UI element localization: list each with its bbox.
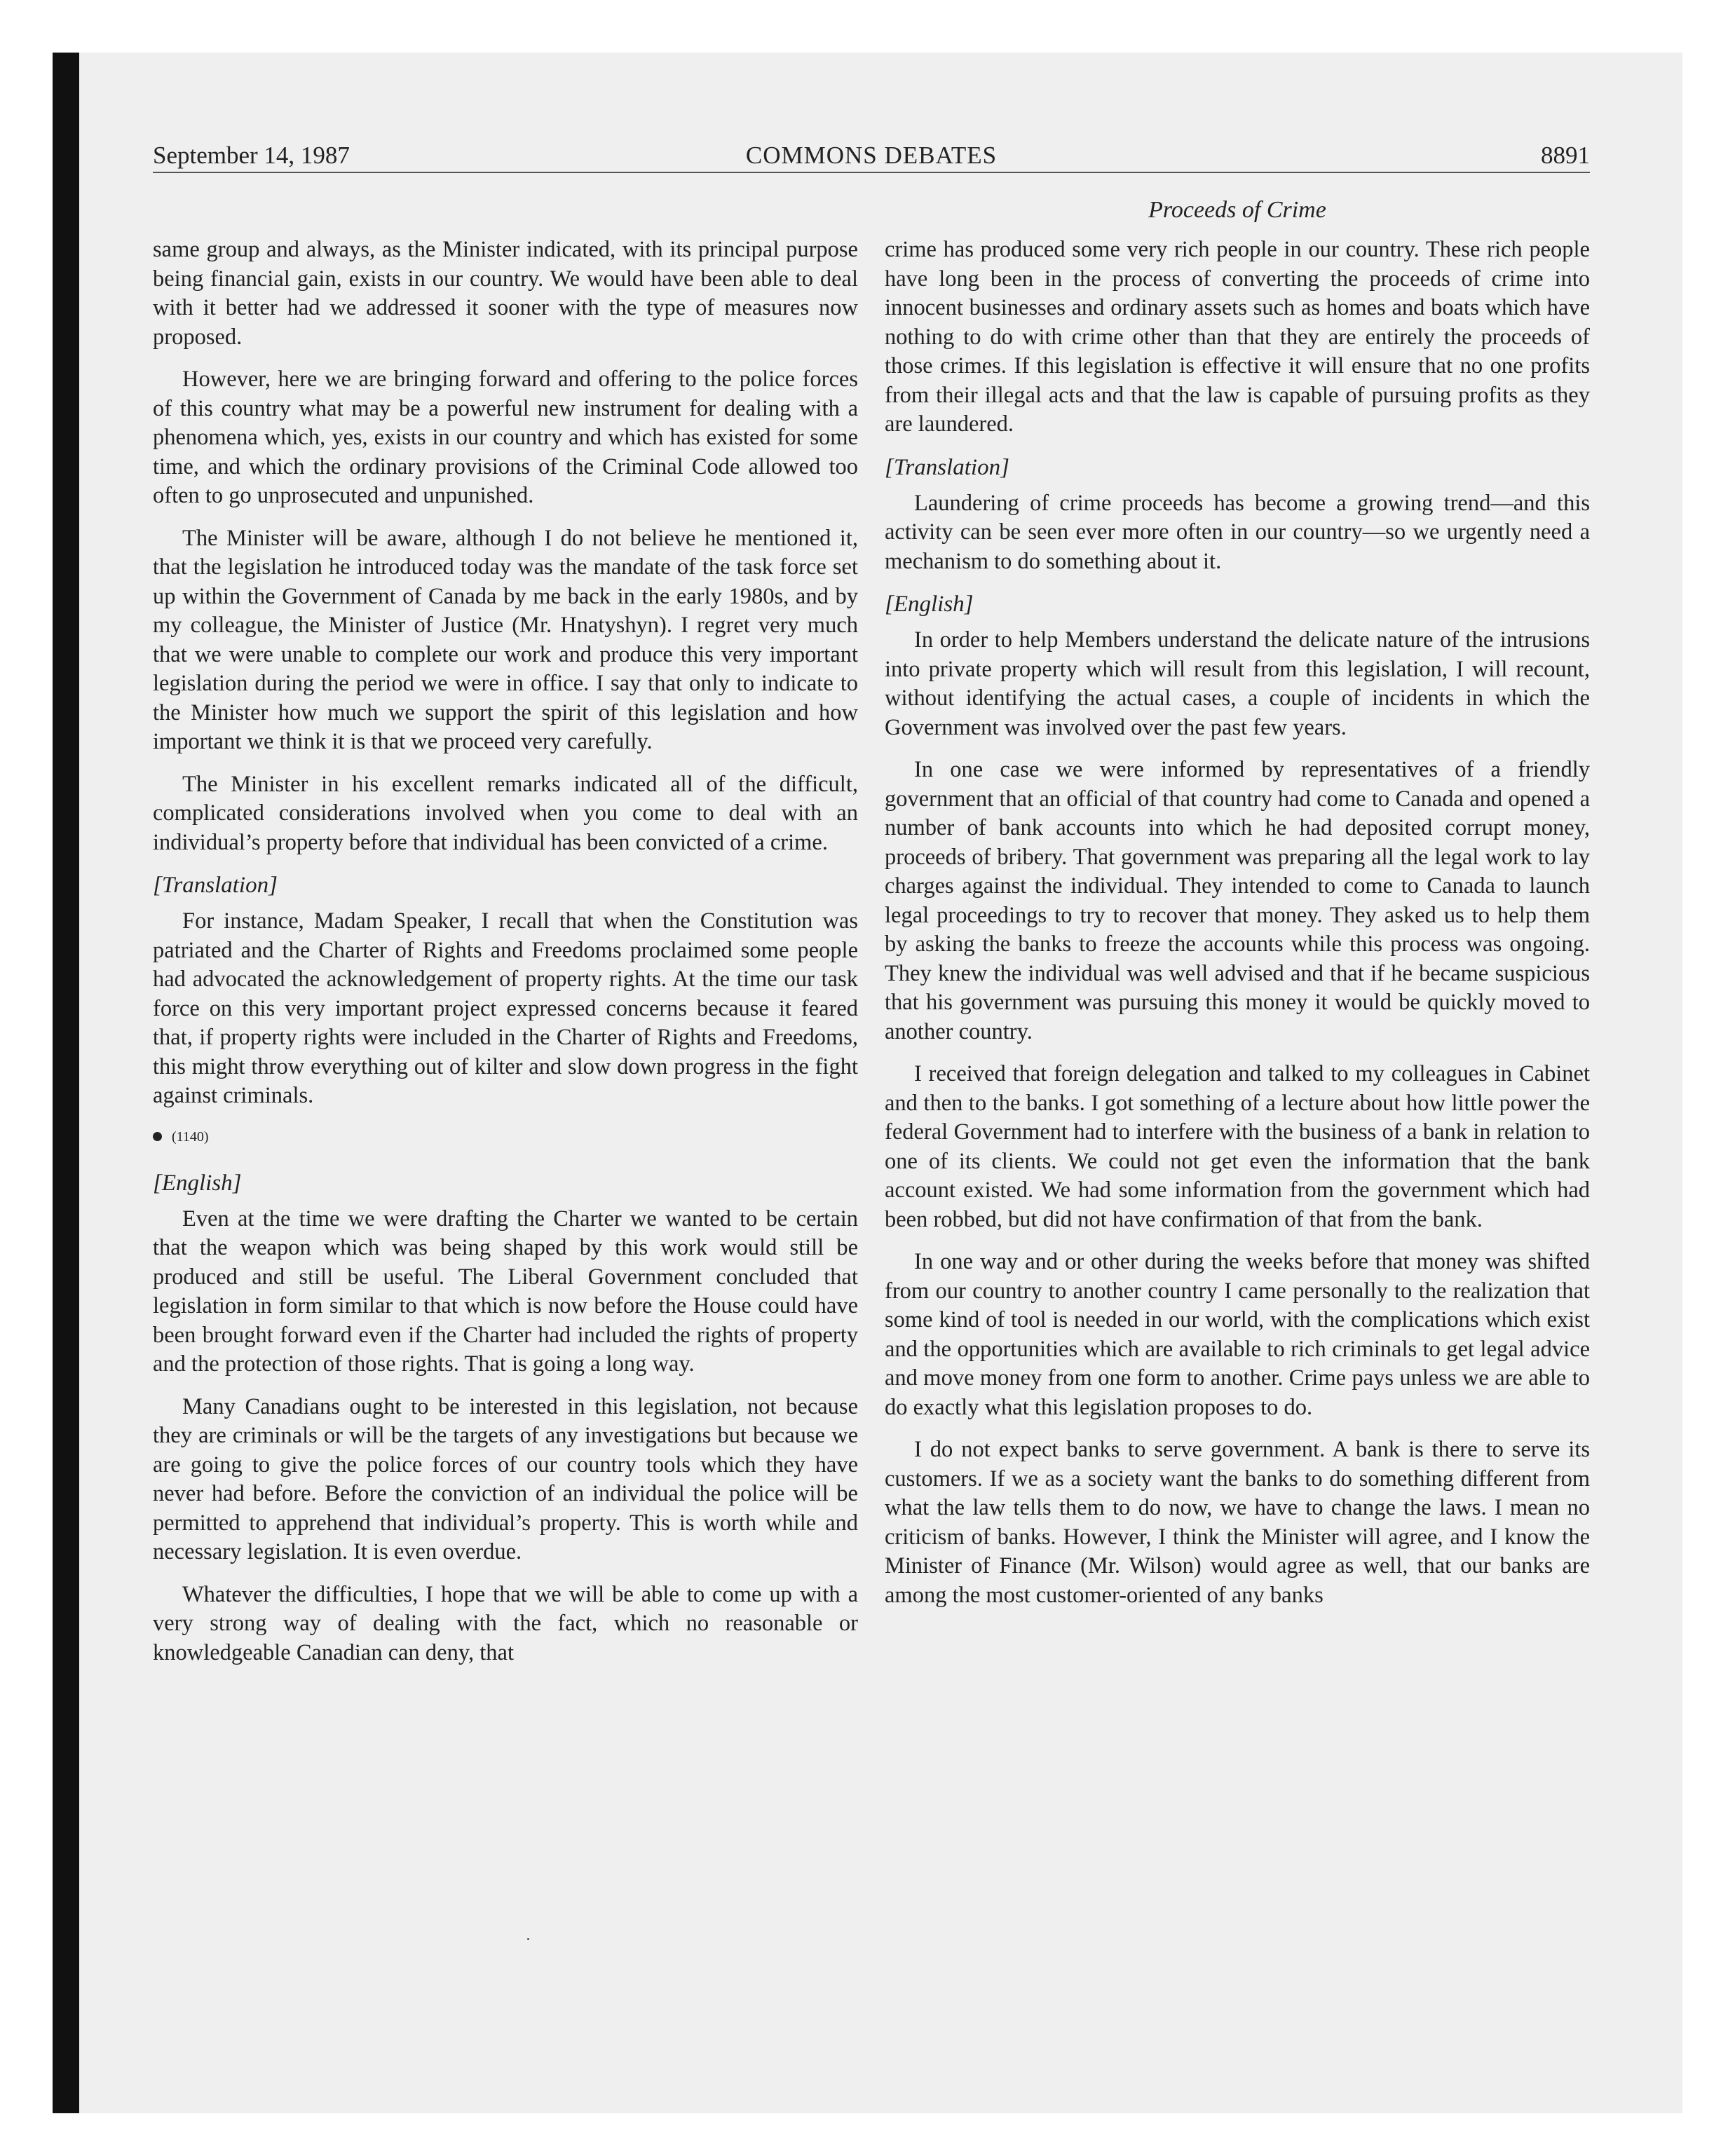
paragraph: Many Canadians ought to be interested in this legislation, not because they are criminals or will be the targets of any investigations but because we are going to give the police forces of our country tools which they have never had before. Before the conviction of an individual the police will be permitted to apprehend that individual’s property. This is worth while and necessary legislation. It is even overdue. <box>153 1393 858 1564</box>
paragraph: However, here we are bringing forward and offering to the police forces of this country what may be a powerful new instrument for dealing with a phenomena which, yes, exists in our country and which has existed for some time, and which the ordinary provisions of the Criminal Code allowed too often to go unprosecuted and unpunished. <box>153 367 858 508</box>
right-column <box>885 236 1590 1623</box>
time-marker-label: (1140) <box>172 1128 209 1145</box>
header-rule <box>153 172 1590 173</box>
paragraph: same group and always, as the Minister indicated, with its principal purpose being financial gain, exists in our country. We would have been able to deal with it better had we addressed it sooner with the type of measures now proposed. <box>153 237 858 350</box>
binding-edge <box>53 53 79 2113</box>
running-head: Proceeds of Crime <box>1148 197 1326 223</box>
paragraph: Whatever the difficulties, I hope that we will be able to come up with a very strong way of dealing with the fact, which no reasonable or knowledgeable Canadian can deny, that <box>153 1581 858 1665</box>
language-tag: [English] <box>153 1170 242 1196</box>
language-tag: [Translation] <box>153 873 278 898</box>
paragraph: Even at the time we were drafting the Charter we wanted to be certain that the weapon which was being shaped by this work would still be produced and still be useful. The Liberal Government concluded that legislation in form similar to that which is now before the House could have been brought forward even if the Charter had included the rights of property and the protection of those rights. That is going a long way. <box>153 1206 858 1377</box>
header-date: September 14, 1987 <box>153 142 350 169</box>
paragraph: For instance, Madam Speaker, I recall that when the Constitution was patriated and the Charter of Rights and Freedoms proclaimed some people had advocated the acknowledgement of property rights. At the time our task force on this very important project expressed concerns because it feared that, if property rights were included in the Charter of Rights and Freedoms, this might throw everything out of kilter and slow down progress in the fight against criminals. <box>153 908 858 1108</box>
paragraph: The Minister in his excellent remarks indicated all of the difficult, complicated considerations involved when you come to deal with an individual’s property before that individual has been convicted of a crime. <box>153 771 858 855</box>
paragraph: The Minister will be aware, although I do not believe he mentioned it, that the legislation he introduced today was the mandate of the task force set up within the Government of Canada by me back in the early 1980s, and by my colleague, the Minister of Justice (Mr. Hnatyshyn). I regret very much that we were unable to complete our work and produce this very important legislation during the period we were in office. I say that only to indicate to the Minister how much we support the spirit of this legislation and how important we think it is that we proceed very carefully. <box>153 525 858 754</box>
paragraph: Laundering of crime proceeds has become a growing trend—and this activity can be seen ever more often in our country—so we urgently need a mechanism to do something about it. <box>885 490 1590 574</box>
paragraph: In one way and or other during the weeks before that money was shifted from our country to another country I came personally to the realization that some kind of tool is needed in our world, with the complications which exist and the opportunities which are available to rich criminals to get legal advice and move money from one form to another. Crime pays unless we are able to do exactly what this legislation proposes to do. <box>885 1249 1590 1420</box>
paragraph: In order to help Members understand the delicate nature of the intrusions into private property which will result from this legislation, I will recount, without identifying the actual cases, a couple of incidents in which the Government was involved over the past few years. <box>885 627 1590 740</box>
scan-speck <box>527 1938 529 1940</box>
bullet-icon <box>153 1132 162 1141</box>
header-page-number: 8891 <box>1541 142 1590 169</box>
page-header <box>153 140 1590 171</box>
header-title: COMMONS DEBATES <box>745 142 998 169</box>
left-column <box>153 236 858 1681</box>
time-marker <box>153 1126 858 1147</box>
language-tag: [English] <box>885 592 974 617</box>
language-tag: [Translation] <box>885 454 1009 480</box>
paragraph: I do not expect banks to serve government. A bank is there to serve its customers. If we as a society want the banks to do something different from what the law tells them to do now, we have to change the laws. I mean no criticism of banks. However, I think the Minister will agree, and I know the Minister of Finance (Mr. Wilson) would agree as well, that our banks are among the most customer-oriented of any banks <box>885 1437 1590 1608</box>
paragraph: crime has produced some very rich people in our country. These rich people have long been in the process of converting the proceeds of crime into innocent businesses and ordinary assets such as homes and boats which have nothing to do with crime other than that they are entirely the proceeds of those crimes. If this legislation is effective it will ensure that no one profits from their illegal acts and that the law is capable of pursuing profits as they are laundered. <box>885 237 1590 437</box>
paragraph: I received that foreign delegation and talked to my colleagues in Cabinet and then to the banks. I got something of a lecture about how little power the federal Government had to interfere with the business of a bank in relation to one of its clients. We could not get even the information that the bank account existed. We had some information from the government which had been robbed, but did not have confirmation of that from the bank. <box>885 1061 1590 1232</box>
paragraph: In one case we were informed by representatives of a friendly government that an official of that country had come to Canada and opened a number of bank accounts into which he had deposited corrupt money, proceeds of bribery. That government was preparing all the legal work to lay charges against the individual. They intended to come to Canada to launch legal proceedings to try to recover that money. They asked us to help them by asking the banks to freeze the accounts while this process was ongoing. They knew the individual was well advised and that if he became suspicious that his government was pursuing this money it would be quickly moved to another country. <box>885 757 1590 1044</box>
